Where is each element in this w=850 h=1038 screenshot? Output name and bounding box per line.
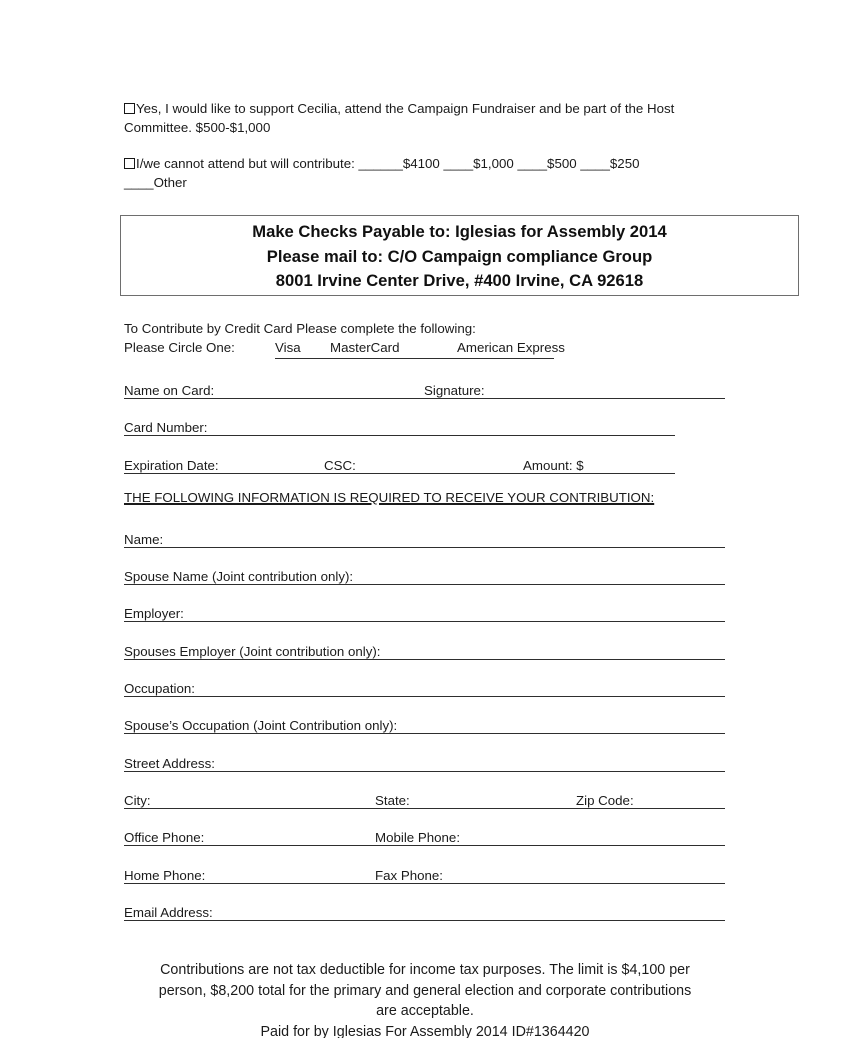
name-on-card-label: Name on Card: bbox=[124, 383, 215, 398]
card-number-row bbox=[124, 416, 675, 436]
circle-one-label: Please Circle One: bbox=[124, 340, 235, 355]
circle-one-row bbox=[124, 340, 725, 359]
zip-code-label: Zip Code: bbox=[576, 793, 634, 808]
spouses-employer-row bbox=[124, 640, 725, 660]
card-number-label: Card Number: bbox=[124, 420, 208, 435]
footer-disclaimer-line: person, $8,200 total for the primary and general election and corporate contributions bbox=[158, 982, 692, 999]
employer-row bbox=[124, 602, 725, 622]
home-phone-label: Home Phone: bbox=[124, 868, 206, 883]
card-option-amex: American Express bbox=[457, 340, 565, 355]
credit-card-intro: To Contribute by Credit Card Please complete the following: bbox=[124, 321, 476, 336]
card-option-visa: Visa bbox=[275, 340, 301, 355]
spouse-occupation-row bbox=[124, 714, 725, 734]
expiration-date-label: Expiration Date: bbox=[124, 458, 219, 473]
employer-label: Employer: bbox=[124, 606, 184, 621]
city-label: City: bbox=[124, 793, 151, 808]
option-text-line: I/we cannot attend but will contribute: ______$4100 ____$1,000 ____$500 ____$250 bbox=[136, 156, 640, 171]
city-state-zip-row bbox=[124, 789, 725, 809]
expiration-row bbox=[124, 454, 675, 474]
office-mobile-phone-row bbox=[124, 826, 725, 846]
footer-disclaimer-line: Contributions are not tax deductible for income tax purposes. The limit is $4,100 per bbox=[160, 962, 690, 978]
host-committee-option-line2 bbox=[124, 120, 270, 135]
card-option-mastercard: MasterCard bbox=[330, 340, 400, 355]
checkbox-icon bbox=[124, 103, 135, 114]
name-label: Name: bbox=[124, 532, 164, 547]
checks-payable-line: Make Checks Payable to: Iglesias for Assembly 2014 bbox=[252, 222, 667, 241]
option-text-line: Committee. $500-$1,000 bbox=[124, 120, 271, 135]
street-address-row bbox=[124, 752, 725, 772]
csc-label: CSC: bbox=[324, 458, 356, 473]
street-address-label: Street Address: bbox=[124, 756, 215, 771]
spouses-employer-label: Spouses Employer (Joint contribution only): bbox=[124, 644, 381, 659]
card-options-underline bbox=[275, 357, 554, 359]
option-text-line: Yes, I would like to support Cecilia, attend the Campaign Fundraiser and be part of the Host bbox=[136, 101, 675, 116]
email-address-row bbox=[124, 901, 725, 921]
checks-payable-box bbox=[120, 215, 799, 296]
paid-for-line: Paid for by Iglesias For Assembly 2014 ID#1364420 bbox=[260, 1023, 590, 1038]
fax-phone-label: Fax Phone: bbox=[375, 868, 444, 883]
home-fax-phone-row bbox=[124, 864, 725, 884]
host-committee-option bbox=[124, 101, 674, 116]
mobile-phone-label: Mobile Phone: bbox=[375, 830, 461, 845]
occupation-label: Occupation: bbox=[124, 681, 195, 696]
cannot-attend-option bbox=[124, 156, 639, 171]
office-phone-label: Office Phone: bbox=[124, 830, 205, 845]
name-row bbox=[124, 528, 725, 548]
email-address-label: Email Address: bbox=[124, 905, 213, 920]
amount-label: Amount: $ bbox=[523, 458, 584, 473]
required-info-heading: THE FOLLOWING INFORMATION IS REQUIRED TO RECEIVE YOUR CONTRIBUTION: bbox=[124, 490, 655, 505]
name-on-card-row bbox=[124, 379, 725, 399]
mail-to-line: Please mail to: C/O Campaign compliance Group bbox=[266, 246, 653, 266]
state-label: State: bbox=[375, 793, 410, 808]
option-text-line: ____Other bbox=[124, 175, 187, 190]
cannot-attend-option-line2 bbox=[124, 175, 187, 190]
spouse-name-row bbox=[124, 565, 725, 585]
spouse-name-label: Spouse Name (Joint contribution only): bbox=[124, 569, 354, 584]
mail-address-line: 8001 Irvine Center Drive, #400 Irvine, CA 92618 bbox=[275, 271, 644, 291]
occupation-row bbox=[124, 677, 725, 697]
signature-label: Signature: bbox=[424, 383, 485, 398]
checkbox-icon bbox=[124, 158, 135, 169]
spouse-occupation-label: Spouse’s Occupation (Joint Contribution only): bbox=[124, 718, 398, 733]
footer-disclaimer-line: are acceptable. bbox=[376, 1003, 474, 1019]
